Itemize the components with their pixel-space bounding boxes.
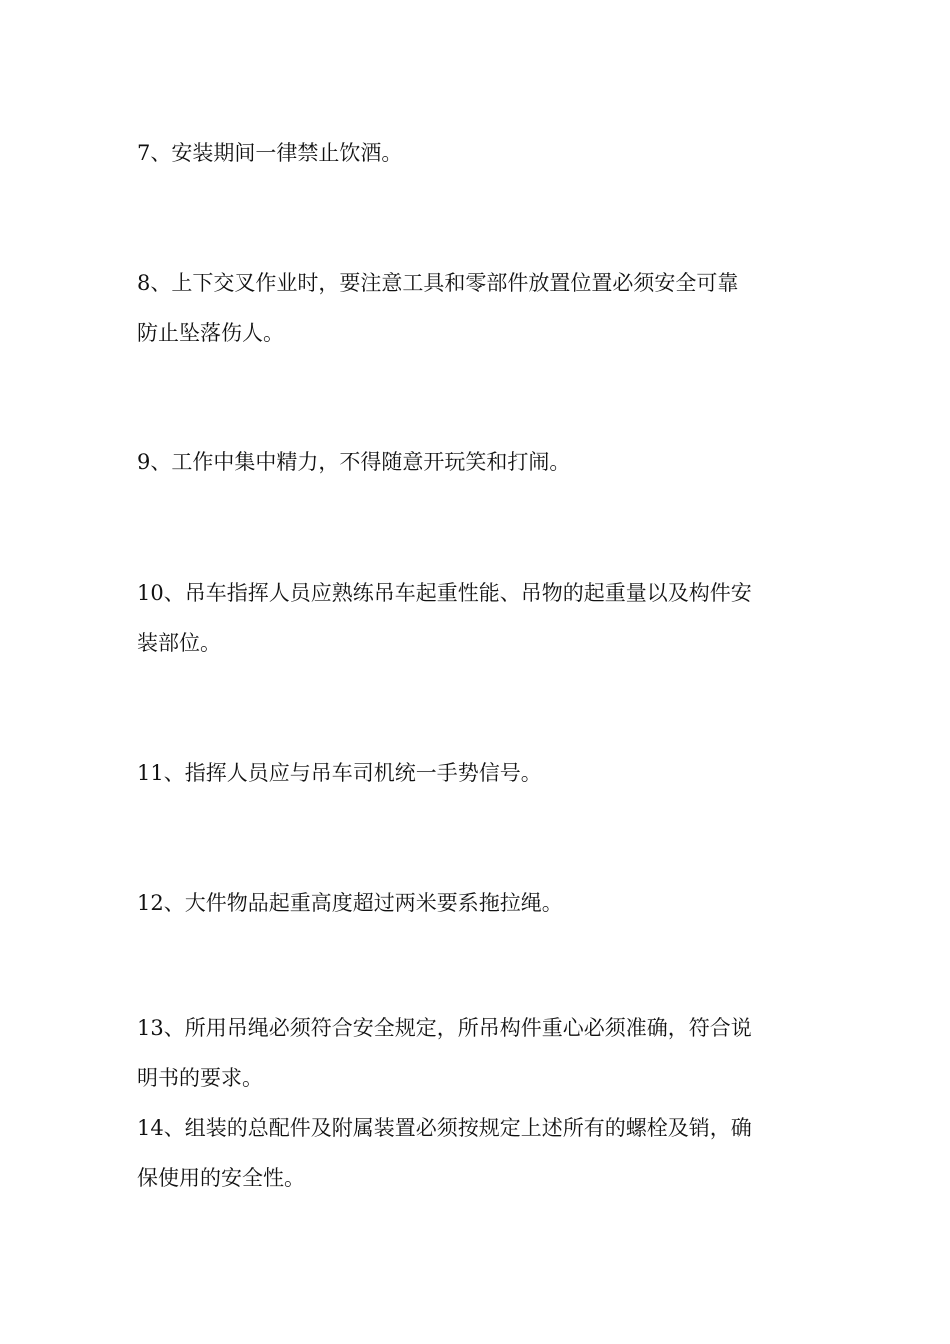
rule-item-14 — [137, 1103, 797, 1203]
rule-item-7 — [137, 128, 797, 178]
rule-line: 14、组装的总配件及附属装置必须按规定上述所有的螺栓及销，确 — [137, 1116, 752, 1140]
rule-line: 11、指挥人员应与吊车司机统一手势信号。 — [137, 761, 542, 785]
rule-item-13 — [137, 1003, 797, 1103]
rule-line: 12、大件物品起重高度超过两米要系拖拉绳。 — [137, 891, 563, 915]
rule-line: 装部位。 — [137, 631, 221, 655]
rule-line: 防止坠落伤人。 — [137, 321, 284, 345]
rule-line: 10、吊车指挥人员应熟练吊车起重性能、吊物的起重量以及构件安 — [137, 581, 752, 605]
rule-item-12 — [137, 878, 797, 928]
rule-line: 7、安装期间一律禁止饮酒。 — [137, 141, 403, 165]
rule-line: 13、所用吊绳必须符合安全规定，所吊构件重心必须准确，符合说 — [137, 1016, 752, 1040]
rule-line: 保使用的安全性。 — [137, 1166, 305, 1190]
rule-item-11 — [137, 748, 797, 798]
rule-item-8 — [137, 258, 797, 358]
rule-item-9 — [137, 437, 797, 487]
rule-item-10 — [137, 568, 797, 668]
rule-line: 明书的要求。 — [137, 1066, 263, 1090]
rule-line: 9、工作中集中精力，不得随意开玩笑和打闹。 — [137, 450, 571, 474]
rule-line: 8、上下交叉作业时，要注意工具和零部件放置位置必须安全可靠 — [137, 271, 739, 295]
